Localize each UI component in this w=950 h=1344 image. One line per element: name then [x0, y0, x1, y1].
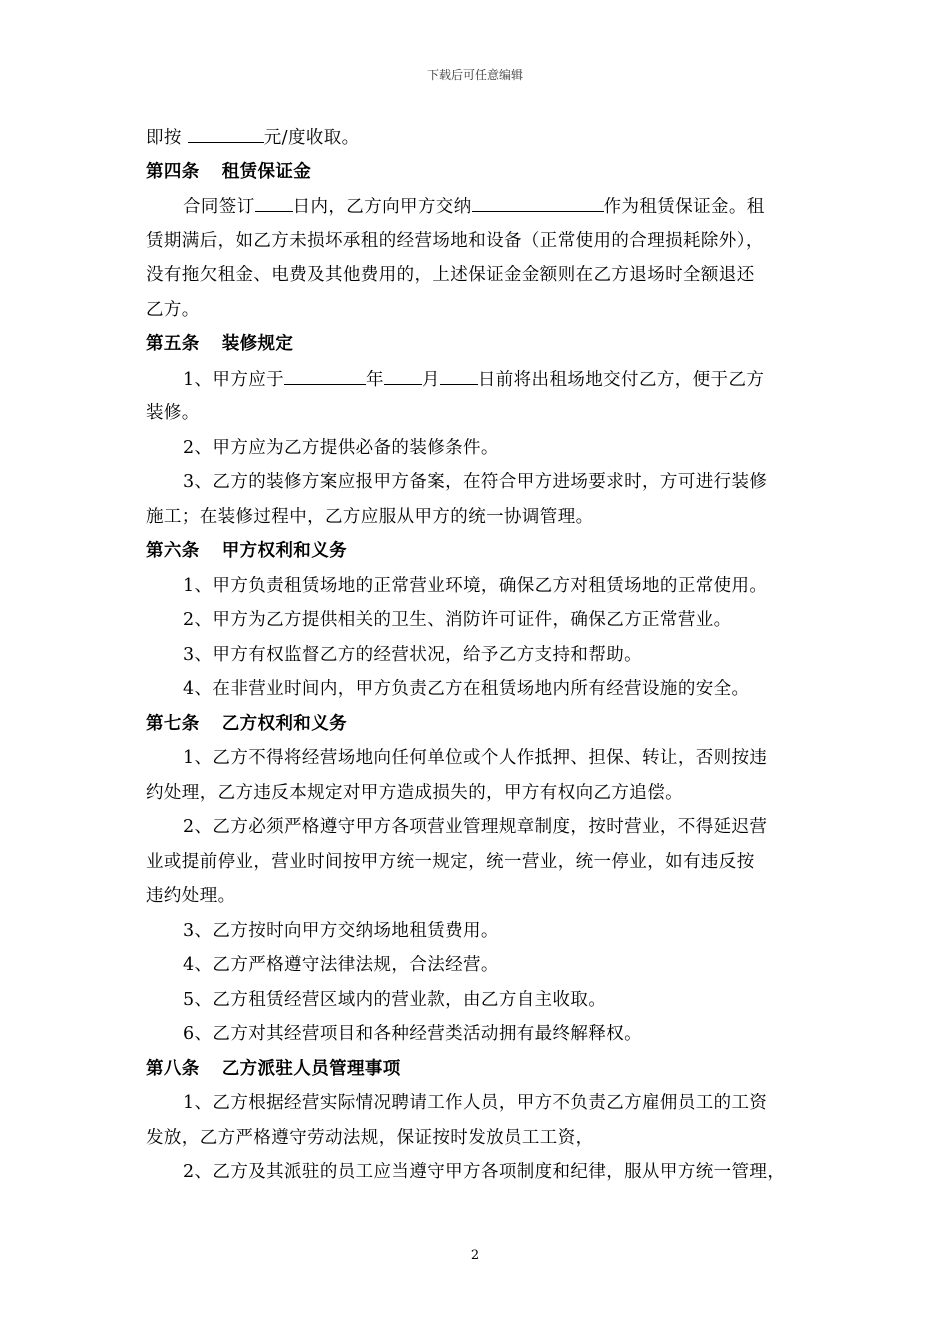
article-number: 第七条 — [146, 713, 200, 734]
article-heading-8 — [146, 1052, 808, 1087]
paragraph-line: 3、甲方有权监督乙方的经营状况，给予乙方支持和帮助。 — [183, 644, 643, 665]
fill-blank — [255, 189, 293, 212]
article-title: 装修规定 — [221, 334, 294, 354]
text: 合同签订 — [183, 197, 255, 217]
paragraph-line: 发放，乙方严格遵守劳动法规，保证按时发放员工工资， — [146, 1127, 594, 1148]
paragraph-line: 没有拖欠租金、电费及其他费用的，上述保证金金额则在乙方退场时全额退还 — [146, 265, 755, 285]
article-number: 第六条 — [146, 541, 200, 561]
paragraph-line: 乙方。 — [146, 299, 200, 320]
paragraph-line: 1、乙方根据经营实际情况聘请工作人员，甲方不负责乙方雇佣员工的工资 — [183, 1093, 768, 1113]
article-heading-6 — [146, 534, 808, 569]
paragraph-line: 4、乙方严格遵守法律法规，合法经营。 — [183, 955, 499, 975]
article-number: 第四条 — [146, 161, 200, 182]
paragraph-line — [146, 189, 808, 224]
fill-blank — [472, 189, 604, 212]
paragraph-line: 4、在非营业时间内，甲方负责乙方在租赁场地内所有经营设施的安全。 — [183, 679, 750, 699]
fill-blank — [284, 362, 366, 385]
page-header: 下载后可任意编辑 — [426, 68, 523, 82]
paragraph-line — [146, 362, 808, 397]
article-title: 乙方权利和义务 — [221, 713, 348, 734]
text: 月 — [421, 369, 440, 390]
article-heading-4 — [146, 155, 808, 190]
paragraph-line: 2、甲方应为乙方提供必备的装修条件。 — [183, 437, 499, 458]
article-title: 租赁保证金 — [221, 161, 312, 182]
fill-blank — [384, 362, 422, 385]
page-number: 2 — [470, 1248, 480, 1263]
paragraph-line: 施工；在装修过程中，乙方应服从甲方的统一协调管理。 — [146, 506, 594, 527]
paragraph-line: 约处理，乙方违反本规定对甲方造成损失的，甲方有权向乙方追偿。 — [146, 782, 683, 803]
text: 年 — [366, 369, 384, 390]
paragraph-line: 2、甲方为乙方提供相关的卫生、消防许可证件，确保乙方正常营业。 — [183, 610, 732, 630]
paragraph-line — [146, 120, 808, 155]
text: 日内，乙方向甲方交纳 — [292, 197, 472, 217]
paragraph-line: 赁期满后，如乙方未损坏承租的经营场地和设备（正常使用的合理损耗除外）， — [146, 230, 764, 251]
paragraph-line: 2、乙方及其派驻的员工应当遵守甲方各项制度和纪律，服从甲方统一管理， — [183, 1162, 786, 1182]
document-body — [146, 120, 808, 1190]
paragraph-line: 3、乙方按时向甲方交纳场地租赁费用。 — [183, 920, 499, 941]
fill-blank — [440, 362, 478, 385]
text: 作为租赁保证金。租 — [603, 197, 765, 217]
paragraph-line: 6、乙方对其经营项目和各种经营类活动拥有最终解释权。 — [183, 1024, 643, 1044]
article-title: 乙方派驻人员管理事项 — [221, 1058, 401, 1079]
article-heading-5 — [146, 327, 808, 362]
fill-blank — [188, 120, 264, 143]
text: 1、甲方应于 — [183, 369, 285, 390]
paragraph-line: 装修。 — [146, 403, 200, 423]
article-title: 甲方权利和义务 — [221, 541, 348, 561]
paragraph-line: 3、乙方的装修方案应报甲方备案，在符合甲方进场要求时，方可进行装修 — [183, 472, 768, 492]
article-heading-7 — [146, 707, 808, 742]
article-number: 第八条 — [146, 1058, 200, 1079]
paragraph-line: 5、乙方租赁经营区域内的营业款，由乙方自主收取。 — [183, 989, 607, 1010]
paragraph-line: 1、乙方不得将经营场地向任何单位或个人作抵押、担保、转让，否则按违 — [183, 748, 768, 768]
text: 元/度收取。 — [263, 128, 360, 148]
paragraph-line: 业或提前停业，营业时间按甲方统一规定，统一营业，统一停业，如有违反按 — [146, 851, 755, 872]
paragraph-line: 违约处理。 — [146, 886, 236, 906]
text: 日前将出租场地交付乙方，便于乙方 — [477, 369, 765, 390]
paragraph-line: 2、乙方必须严格遵守甲方各项营业管理规章制度，按时营业，不得延迟营 — [183, 817, 768, 837]
text: 即按 — [146, 128, 188, 148]
article-number: 第五条 — [146, 334, 200, 354]
paragraph-line: 1、甲方负责租赁场地的正常营业环境，确保乙方对租赁场地的正常使用。 — [183, 575, 768, 596]
